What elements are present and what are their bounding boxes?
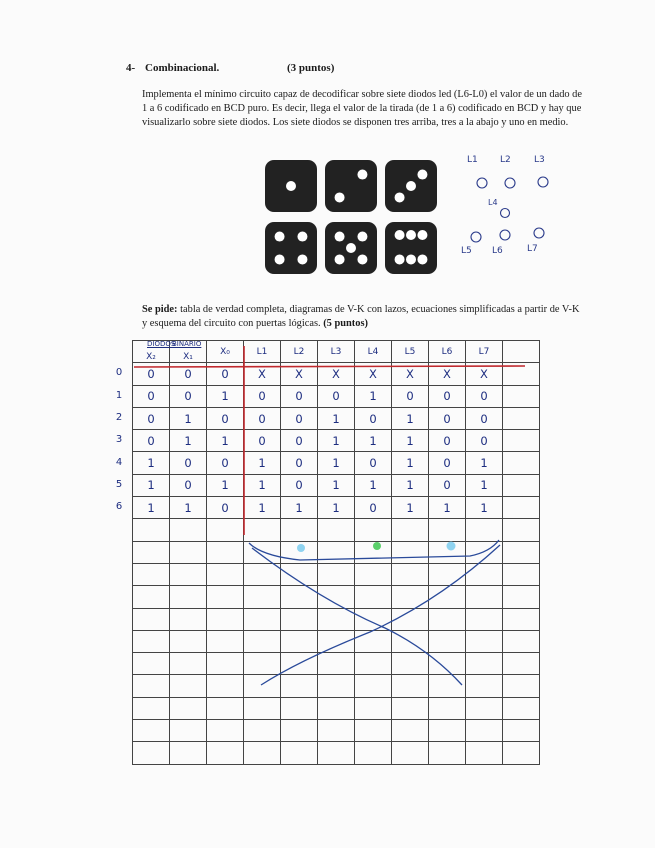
empty-cell: [244, 675, 281, 697]
truth-table-grid: [132, 340, 540, 765]
task-points: (5 puntos): [323, 318, 368, 329]
table-cell: 0: [466, 385, 503, 407]
empty-cell: [503, 742, 540, 764]
table-cell: 0: [392, 385, 429, 407]
table-cell: 0: [318, 385, 355, 407]
empty-cell: [355, 630, 392, 652]
table-cell: X: [466, 363, 503, 385]
empty-cell: [133, 563, 170, 585]
empty-cell: [244, 563, 281, 585]
led-label-l1: L1: [467, 155, 478, 165]
table-row: [133, 385, 540, 407]
empty-cell: [207, 563, 244, 585]
table-cell: 1: [318, 430, 355, 452]
table-cell: 1: [281, 497, 318, 519]
table-cell: 0: [170, 452, 207, 474]
table-cell: 0: [244, 407, 281, 429]
empty-cell: [355, 519, 392, 541]
table-cell: 1: [207, 430, 244, 452]
header-cell: L6: [429, 341, 466, 363]
empty-cell: [318, 742, 355, 764]
row-label: 4: [115, 456, 123, 468]
led-label-l2: L2: [500, 155, 511, 165]
die-face-4: [265, 222, 317, 274]
table-cell: 1: [355, 385, 392, 407]
empty-cell: [318, 697, 355, 719]
empty-cell: [281, 697, 318, 719]
table-cell: 1: [392, 497, 429, 519]
die-pip: [275, 232, 285, 242]
empty-cell: [355, 720, 392, 742]
table-cell: 0: [170, 363, 207, 385]
header-cell: L5: [392, 341, 429, 363]
die-pip: [357, 170, 367, 180]
table-row: [133, 452, 540, 474]
empty-cell: [318, 653, 355, 675]
empty-cell: [207, 586, 244, 608]
table-cell: X: [355, 363, 392, 385]
table-row: [133, 720, 540, 742]
empty-cell: [392, 697, 429, 719]
empty-cell: [503, 407, 540, 429]
header-cell: L1: [244, 341, 281, 363]
empty-cell: [281, 541, 318, 563]
empty-cell: [466, 720, 503, 742]
empty-cell: [170, 675, 207, 697]
table-cell: 1: [466, 497, 503, 519]
table-row: [133, 519, 540, 541]
empty-cell: [429, 541, 466, 563]
empty-cell: [244, 720, 281, 742]
die-pip: [335, 232, 345, 242]
die-face-2: [325, 160, 377, 212]
empty-cell: [503, 720, 540, 742]
table-cell: 0: [429, 407, 466, 429]
table-cell: 0: [355, 407, 392, 429]
table-row: [133, 563, 540, 585]
empty-cell: [133, 697, 170, 719]
die-pip: [357, 232, 367, 242]
intro-paragraph: Implementa el mínimo circuito capaz de decodificar sobre siete diodos led (L6-L0) el valor de un dado de 1 a 6 codificado en BCD puro. Es decir, llega el valor de la tirada (de 1 a 6) codificado en BCD y hay que visualizarlo sobre siete diodos. Los siete diodos se disponen tres arriba, tres a la abajo y uno en medio.: [142, 89, 582, 128]
empty-cell: [392, 563, 429, 585]
table-cell: 1: [207, 385, 244, 407]
die-pip: [286, 181, 296, 191]
die-pip: [275, 254, 285, 264]
empty-cell: [466, 630, 503, 652]
empty-cell: [355, 697, 392, 719]
table-row: [133, 541, 540, 563]
empty-cell: [318, 519, 355, 541]
empty-cell: [170, 608, 207, 630]
empty-cell: [207, 720, 244, 742]
table-cell: 0: [281, 407, 318, 429]
empty-cell: [207, 541, 244, 563]
empty-cell: [355, 675, 392, 697]
empty-cell: [170, 563, 207, 585]
table-cell: 1: [355, 474, 392, 496]
table-cell: 0: [429, 452, 466, 474]
table-cell: 0: [466, 430, 503, 452]
header-cell: X₀: [207, 341, 244, 363]
table-row: [133, 608, 540, 630]
table-cell: 0: [133, 385, 170, 407]
empty-cell: [503, 541, 540, 563]
empty-cell: [466, 742, 503, 764]
row-label: 0: [115, 367, 123, 379]
table-row: [133, 675, 540, 697]
table-cell: 1: [207, 474, 244, 496]
table-cell: 1: [318, 474, 355, 496]
empty-cell: [429, 742, 466, 764]
die-pip: [417, 230, 427, 240]
empty-cell: [207, 653, 244, 675]
empty-cell: [392, 742, 429, 764]
empty-cell: [355, 653, 392, 675]
table-cell: 0: [429, 430, 466, 452]
die-pip: [335, 254, 345, 264]
table-row: [133, 697, 540, 719]
table-cell: 0: [429, 385, 466, 407]
row-label: 1: [115, 389, 123, 401]
empty-cell: [503, 586, 540, 608]
led-label-l3: L3: [534, 155, 545, 165]
empty-cell: [281, 630, 318, 652]
die-pip: [346, 243, 356, 253]
table-cell: X: [318, 363, 355, 385]
table-cell: 0: [207, 452, 244, 474]
question-number: 4-: [126, 62, 136, 74]
empty-cell: [355, 586, 392, 608]
empty-cell: [207, 742, 244, 764]
empty-cell: [281, 519, 318, 541]
empty-cell: [503, 474, 540, 496]
empty-cell: [207, 630, 244, 652]
question-title: Combinacional.: [145, 62, 220, 74]
die-face-3: [385, 160, 437, 212]
die-pip: [406, 181, 416, 191]
table-cell: 0: [244, 385, 281, 407]
die-pip: [357, 254, 367, 264]
empty-cell: [503, 653, 540, 675]
empty-cell: [244, 519, 281, 541]
table-cell: 0: [281, 385, 318, 407]
header-cell: L4: [355, 341, 392, 363]
empty-cell: [133, 608, 170, 630]
header-cell: X₂ DIODOS: [133, 341, 170, 363]
empty-cell: [244, 541, 281, 563]
header-row: [133, 341, 540, 363]
table-cell: 1: [392, 430, 429, 452]
row-label: 5: [115, 478, 123, 490]
empty-cell: [503, 608, 540, 630]
empty-cell: [244, 742, 281, 764]
table-cell: 1: [244, 474, 281, 496]
empty-cell: [503, 341, 540, 363]
table-cell: 0: [133, 430, 170, 452]
die-face-6: [385, 222, 437, 274]
empty-cell: [392, 541, 429, 563]
empty-cell: [281, 563, 318, 585]
table-cell: 1: [429, 497, 466, 519]
empty-cell: [133, 586, 170, 608]
empty-cell: [244, 608, 281, 630]
empty-cell: [244, 653, 281, 675]
empty-cell: [429, 697, 466, 719]
empty-cell: [170, 697, 207, 719]
led-label-l6: L6: [492, 246, 503, 256]
empty-cell: [392, 653, 429, 675]
empty-cell: [429, 720, 466, 742]
empty-cell: [503, 519, 540, 541]
question-points: (3 puntos): [287, 62, 335, 74]
empty-cell: [466, 563, 503, 585]
die-pip: [406, 254, 416, 264]
table-cell: 1: [466, 452, 503, 474]
empty-cell: [170, 742, 207, 764]
empty-cell: [429, 608, 466, 630]
empty-cell: [429, 653, 466, 675]
header-note: BINARIO: [172, 340, 202, 348]
header-note: DIODOS: [147, 340, 176, 348]
table-cell: 0: [355, 497, 392, 519]
table-cell: 0: [281, 452, 318, 474]
die-face-5: [325, 222, 377, 274]
task-label: Se pide:: [142, 304, 178, 315]
empty-cell: [170, 720, 207, 742]
empty-cell: [281, 675, 318, 697]
empty-cell: [503, 363, 540, 385]
empty-cell: [133, 541, 170, 563]
empty-cell: [429, 586, 466, 608]
empty-cell: [207, 608, 244, 630]
led-label-l5: L5: [461, 246, 472, 256]
empty-cell: [355, 608, 392, 630]
empty-cell: [429, 563, 466, 585]
row-label: 6: [115, 501, 123, 513]
empty-cell: [503, 452, 540, 474]
table-row: [133, 653, 540, 675]
empty-cell: [466, 519, 503, 541]
task-paragraph: [142, 303, 582, 331]
empty-cell: [207, 675, 244, 697]
empty-cell: [392, 630, 429, 652]
table-cell: 1: [133, 474, 170, 496]
empty-cell: [133, 519, 170, 541]
empty-cell: [503, 697, 540, 719]
empty-cell: [281, 720, 318, 742]
table-cell: 0: [281, 430, 318, 452]
empty-cell: [503, 385, 540, 407]
empty-cell: [244, 697, 281, 719]
table-cell: 1: [244, 497, 281, 519]
table-cell: 0: [170, 474, 207, 496]
empty-cell: [207, 697, 244, 719]
table-cell: 1: [133, 497, 170, 519]
table-cell: 0: [207, 497, 244, 519]
die-pip: [335, 192, 345, 202]
empty-cell: [503, 497, 540, 519]
table-row: [133, 363, 540, 385]
empty-cell: [170, 519, 207, 541]
table-cell: 0: [244, 430, 281, 452]
empty-cell: [429, 519, 466, 541]
empty-cell: [170, 630, 207, 652]
header-cell: L2: [281, 341, 318, 363]
empty-cell: [318, 675, 355, 697]
table-cell: 1: [170, 407, 207, 429]
empty-cell: [355, 563, 392, 585]
empty-cell: [392, 586, 429, 608]
empty-cell: [207, 519, 244, 541]
die-pip: [406, 230, 416, 240]
die-pip: [297, 254, 307, 264]
table-cell: X: [244, 363, 281, 385]
empty-cell: [392, 720, 429, 742]
empty-cell: [133, 742, 170, 764]
table-row: [133, 407, 540, 429]
table-cell: 1: [318, 452, 355, 474]
table-row: [133, 474, 540, 496]
task-body: tabla de verdad completa, diagramas de V-K con lazos, ecuaciones simplificadas a partir de V-K y esquema del circuito con puertas lógicas.: [142, 304, 580, 329]
table-cell: 0: [133, 363, 170, 385]
table-cell: 0: [429, 474, 466, 496]
table-cell: 0: [170, 385, 207, 407]
empty-cell: [466, 586, 503, 608]
empty-cell: [170, 653, 207, 675]
empty-cell: [429, 675, 466, 697]
die-pip: [417, 254, 427, 264]
empty-cell: [281, 653, 318, 675]
empty-cell: [355, 541, 392, 563]
row-label: 3: [115, 434, 123, 446]
empty-cell: [429, 630, 466, 652]
die-face-1: [265, 160, 317, 212]
empty-cell: [244, 586, 281, 608]
empty-cell: [466, 608, 503, 630]
empty-cell: [318, 586, 355, 608]
dice-illustration: [265, 160, 437, 282]
empty-cell: [133, 653, 170, 675]
table-cell: 0: [133, 407, 170, 429]
empty-cell: [318, 608, 355, 630]
empty-cell: [133, 630, 170, 652]
header-cell: L3: [318, 341, 355, 363]
table-row: [133, 497, 540, 519]
empty-cell: [466, 653, 503, 675]
header-cell: L7: [466, 341, 503, 363]
header-cell: X₁ BINARIO: [170, 341, 207, 363]
empty-cell: [281, 742, 318, 764]
die-pip: [395, 230, 405, 240]
table-cell: 1: [170, 497, 207, 519]
table-cell: 1: [318, 407, 355, 429]
empty-cell: [318, 720, 355, 742]
empty-cell: [281, 586, 318, 608]
empty-cell: [355, 742, 392, 764]
empty-cell: [170, 586, 207, 608]
die-pip: [417, 170, 427, 180]
table-row: [133, 586, 540, 608]
empty-cell: [244, 630, 281, 652]
empty-cell: [503, 675, 540, 697]
die-pip: [297, 232, 307, 242]
table-cell: 1: [392, 407, 429, 429]
empty-cell: [133, 675, 170, 697]
table-cell: 0: [281, 474, 318, 496]
empty-cell: [466, 541, 503, 563]
table-cell: 0: [207, 407, 244, 429]
table-cell: X: [281, 363, 318, 385]
table-cell: 0: [355, 452, 392, 474]
truth-table: [132, 340, 540, 765]
empty-cell: [503, 563, 540, 585]
table-cell: 1: [355, 430, 392, 452]
empty-cell: [133, 720, 170, 742]
empty-cell: [503, 430, 540, 452]
empty-cell: [318, 541, 355, 563]
led-label-l7: L7: [527, 244, 538, 254]
empty-cell: [466, 675, 503, 697]
table-row: [133, 630, 540, 652]
table-row: [133, 430, 540, 452]
led-label-l4: L4: [488, 198, 498, 207]
table-cell: 1: [466, 474, 503, 496]
table-cell: 1: [392, 452, 429, 474]
die-pip: [395, 254, 405, 264]
empty-cell: [503, 630, 540, 652]
empty-cell: [392, 519, 429, 541]
table-cell: 1: [318, 497, 355, 519]
table-cell: 1: [244, 452, 281, 474]
row-label: 2: [115, 411, 123, 423]
empty-cell: [170, 541, 207, 563]
table-cell: X: [429, 363, 466, 385]
die-pip: [395, 192, 405, 202]
empty-cell: [281, 608, 318, 630]
empty-cell: [318, 563, 355, 585]
empty-cell: [466, 697, 503, 719]
table-cell: 0: [466, 407, 503, 429]
empty-cell: [392, 608, 429, 630]
empty-cell: [318, 630, 355, 652]
table-cell: X: [392, 363, 429, 385]
table-cell: 0: [207, 363, 244, 385]
table-cell: 1: [392, 474, 429, 496]
table-row: [133, 742, 540, 764]
table-cell: 1: [170, 430, 207, 452]
table-cell: 1: [133, 452, 170, 474]
empty-cell: [392, 675, 429, 697]
